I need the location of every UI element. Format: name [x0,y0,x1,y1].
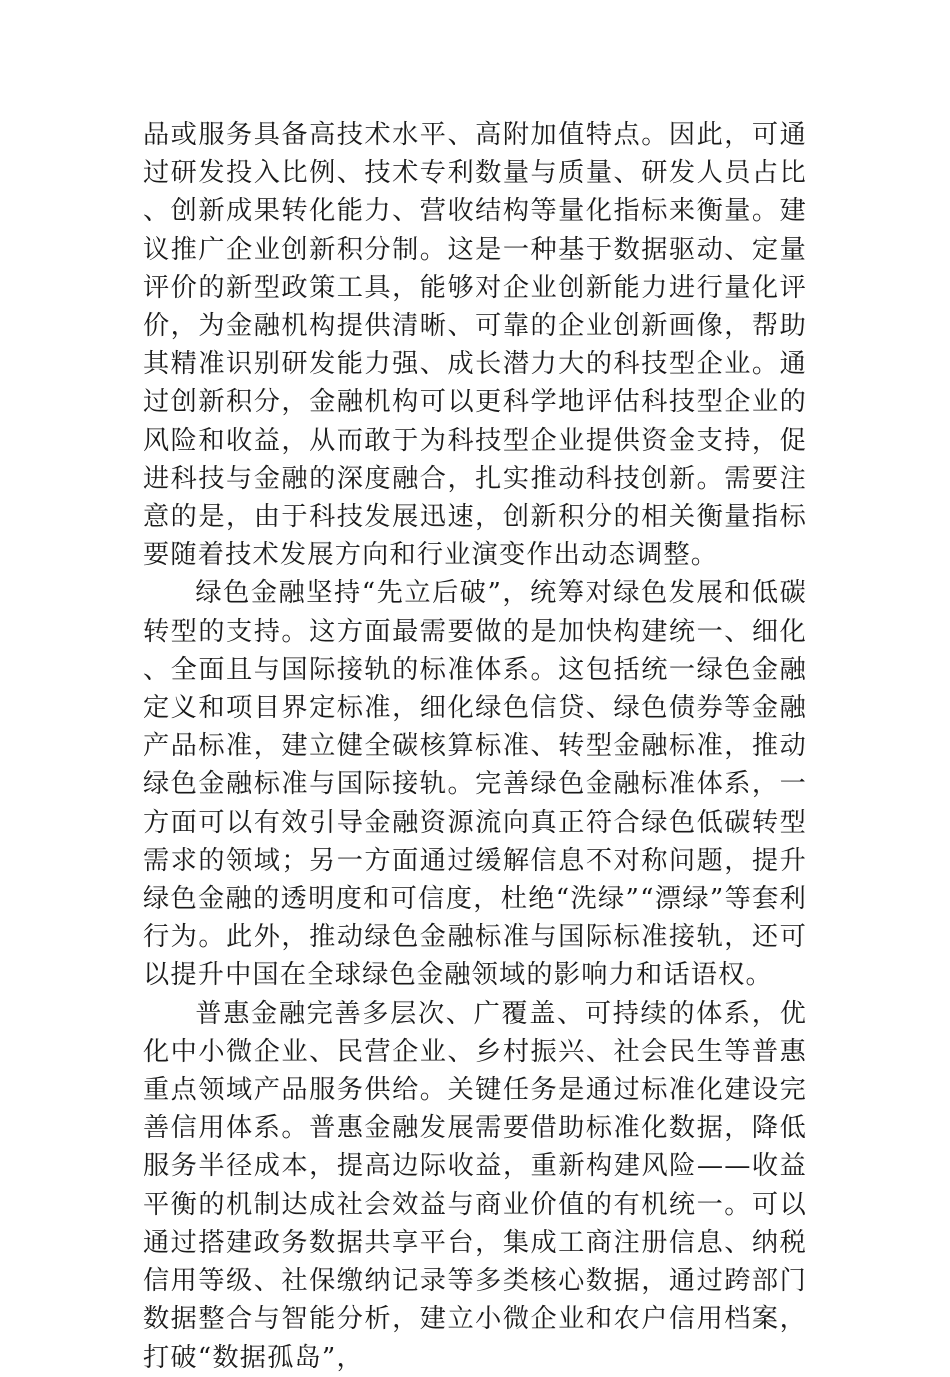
paragraph-inclusive-finance: 普惠金融完善多层次、广覆盖、可持续的体系，优化中小微企业、民营企业、乡村振兴、社会民生等普惠重点领域产品服务供给。关键任务是通过标准化建设完善信用体系。普惠金融发展需要借助标准化数据，降低服务半径成本，提高边际收益，重新构建风险——收益平衡的机制达成社会效益与商业价值的有机统一。可以通过搭建政务数据共享平台，集成工商注册信息、纳税信用等级、社保缴纳记录等多类核心数据，通过跨部门数据整合与智能分析，建立小微企业和农户信用档案，打破“数据孤岛”， [143,998,807,1373]
document-body [143,116,807,1377]
paragraph-tech-finance: 品或服务具备高技术水平、高附加值特点。因此，可通过研发投入比例、技术专利数量与质量、研发人员占比、创新成果转化能力、营收结构等量化指标来衡量。建议推广企业创新积分制。这是一种基于数据驱动、定量评价的新型政策工具，能够对企业创新能力进行量化评价，为金融机构提供清晰、可靠的企业创新画像，帮助其精准识别研发能力强、成长潜力大的科技型企业。通过创新积分，金融机构可以更科学地评估科技型企业的风险和收益，从而敢于为科技型企业提供资金支持，促进科技与金融的深度融合，扎实推动科技创新。需要注意的是，由于科技发展迅速，创新积分的相关衡量指标要随着技术发展方向和行业演变作出动态调整。 [143,120,807,571]
paragraph-green-finance: 绿色金融坚持“先立后破”，统筹对绿色发展和低碳转型的支持。这方面最需要做的是加快构建统一、细化、全面且与国际接轨的标准体系。这包括统一绿色金融定义和项目界定标准，细化绿色信贷、绿色债券等金融产品标准，建立健全碳核算标准、转型金融标准，推动绿色金融标准与国际接轨。完善绿色金融标准体系，一方面可以有效引导金融资源流向真正符合绿色低碳转型需求的领域；另一方面通过缓解信息不对称问题，提升绿色金融的透明度和可信度，杜绝“洗绿”“漂绿”等套利行为。此外，推动绿色金融标准与国际标准接轨，还可以提升中国在全球绿色金融领域的影响力和话语权。 [143,578,807,991]
